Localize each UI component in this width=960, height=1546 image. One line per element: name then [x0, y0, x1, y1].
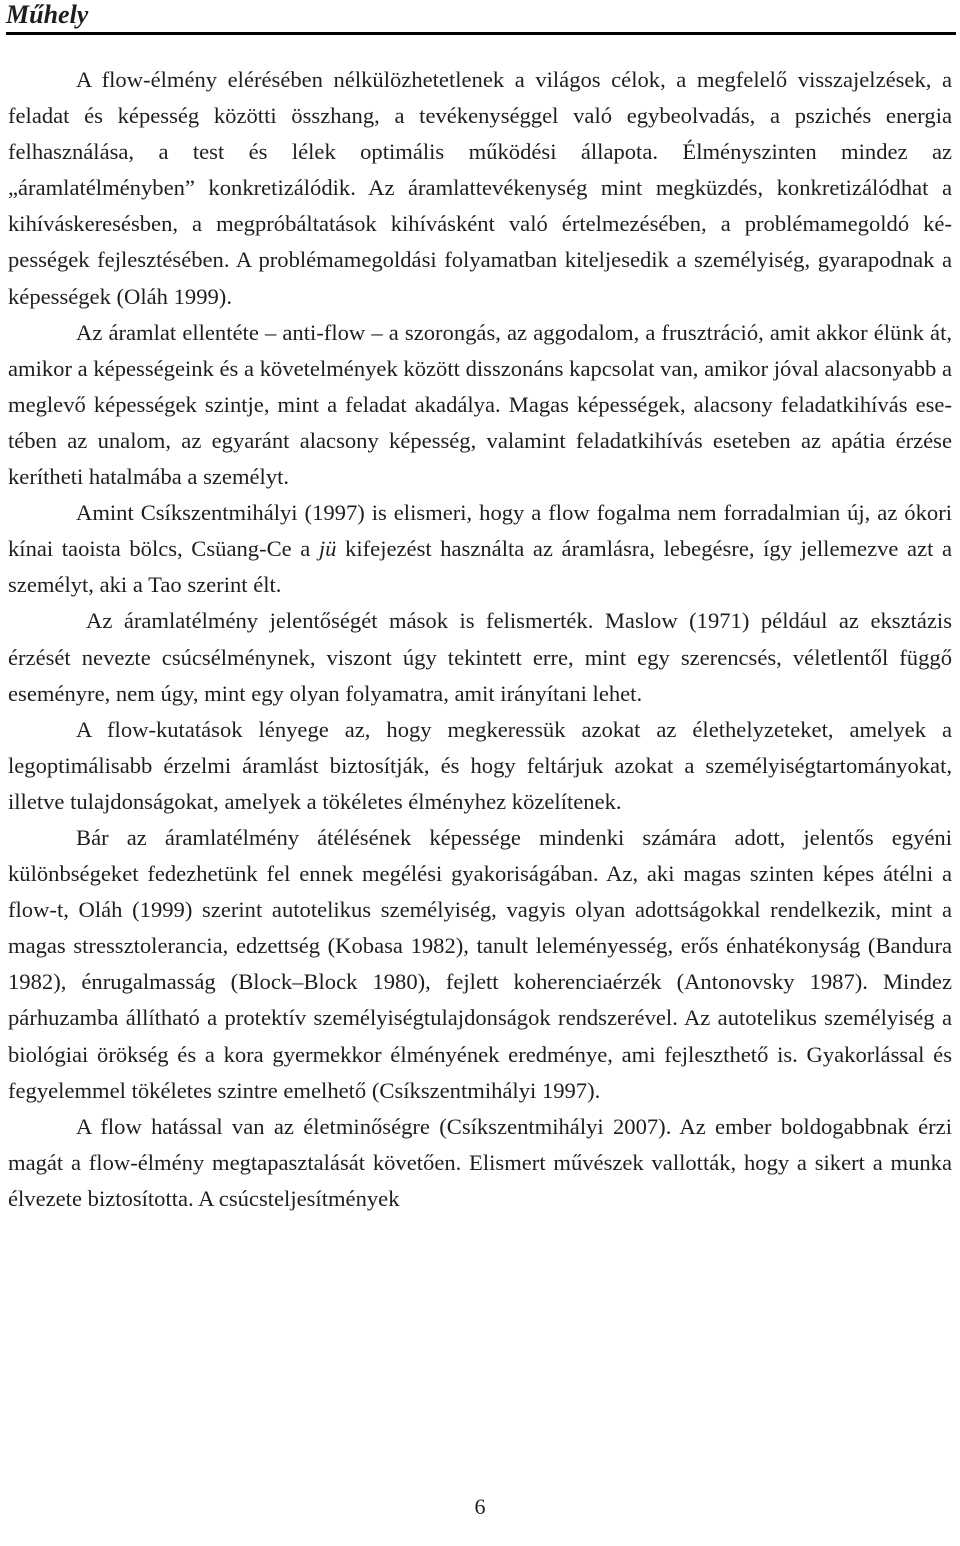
- page-number: 6: [474, 1494, 486, 1519]
- paragraph: Az áramlat ellentéte – anti-flow – a szorongás, az aggodalom, a frusztráció, amit akkor élünk át, amikor a képességeink és a követelmények között disszonáns kapcsolat van, amikor jóval alacsonyabb a meglevő képességek szintje, mint a feladat akadálya. Magas képességek, alacsony feladatkihívás esetében az unalom, az egyaránt alacsony képesség, valamint feladatkihívás eseteben az apátia érzése kerítheti hatalmába a személyt.: [8, 319, 952, 490]
- body-text: [8, 62, 952, 1217]
- header-rule: [6, 32, 956, 35]
- paragraph: A flow-kutatások lényege az, hogy megkeressük azokat az élethelyzeteket, amelyek a legoptimálisabb érzelmi áramlást biztosítják, és hogy feltárjuk azokat a személyiségtartományokat, illetve tulajdonságokat, amelyek a tökéletes élményhez közelítenek.: [8, 716, 952, 814]
- paragraph: Amint Csíkszentmihályi (1997) is elismeri, hogy a flow fogalma nem forradalmian új, az ókori kínai taoista bölcs, Csüang-Ce a jü kifejezést használta az áramlásra, lebegésre, így jellemezve azt a személyt, aki a Tao szerint élt.: [8, 500, 952, 598]
- page-header: [6, 0, 956, 35]
- paragraph: Az áramlatélmény jelentőségét mások is felismerték. Maslow (1971) például az eksztázis érzését nevezte csúcsélménynek, viszont úgy tekintett erre, mint egy szerencsés, véletlentől függő eseményre, nem úgy, mint egy olyan folyamatra, amit irányítani lehet.: [8, 608, 952, 706]
- paragraph: A flow hatással van az életminőségre (Csíkszentmihályi 2007). Az ember boldogabbnak érzi magát a flow-élmény megtapasztalását követően. Elismert művészek vallották, hogy a sikert a munka élvezete biztosította. A csúcsteljesítmények: [8, 1113, 952, 1211]
- italic-term: jü: [318, 536, 337, 562]
- section-title: Műhely: [6, 0, 89, 29]
- paragraph: Bár az áramlatélmény átélésének képessége mindenki számára adott, jelentős egyéni különbségeket fedezhetünk fel ennek megélési gyakoriságában. Az, aki magas szinten képes átélni a flow-t, Oláh (1999) szerint autotelikus személyiség, vagyis olyan adottságokkal rendelkezik, mint a magas stressztolerancia, edzettség (Kobasa 1982), tanult leleményesség, erős énhatékonyság (Bandura 1982), énrugalmasság (Block–Block 1980), fejlett koherenciaérzék (Antonovsky 1987). Mindez párhuzamba állítható a protektív személyiségtulajdonságok rendszerével. Az autotelikus személyiség a biológiai örökség és a kora gyermekkor élményének eredménye, ami fejleszthető is. Gyakorlással és fegyelemmel tökéletes szintre emelhető (Csíkszentmihályi 1997).: [8, 824, 952, 1103]
- paragraph: A flow-élmény elérésében nélkülözhetetlenek a világos célok, a megfelelő visszajelzések, a feladat és képesség közötti összhang, a tevékenységgel való egybeolvadás, a pszichés energia felhasználása, a test és lélek optimális működési állapota. Élményszinten mindez az „áramlatélményben” konkretizálódik. Az áramlattevékenység mint megküzdés, konkretizálódhat a kihíváskeresésben, a megpróbáltatások kihívásként való értelmezésében, a problémamegoldó képességek fejlesztésében. A problémamegoldási folyamatban kiteljesedik a személyiség, gyarapodnak a képességek (Oláh 1999).: [8, 67, 952, 309]
